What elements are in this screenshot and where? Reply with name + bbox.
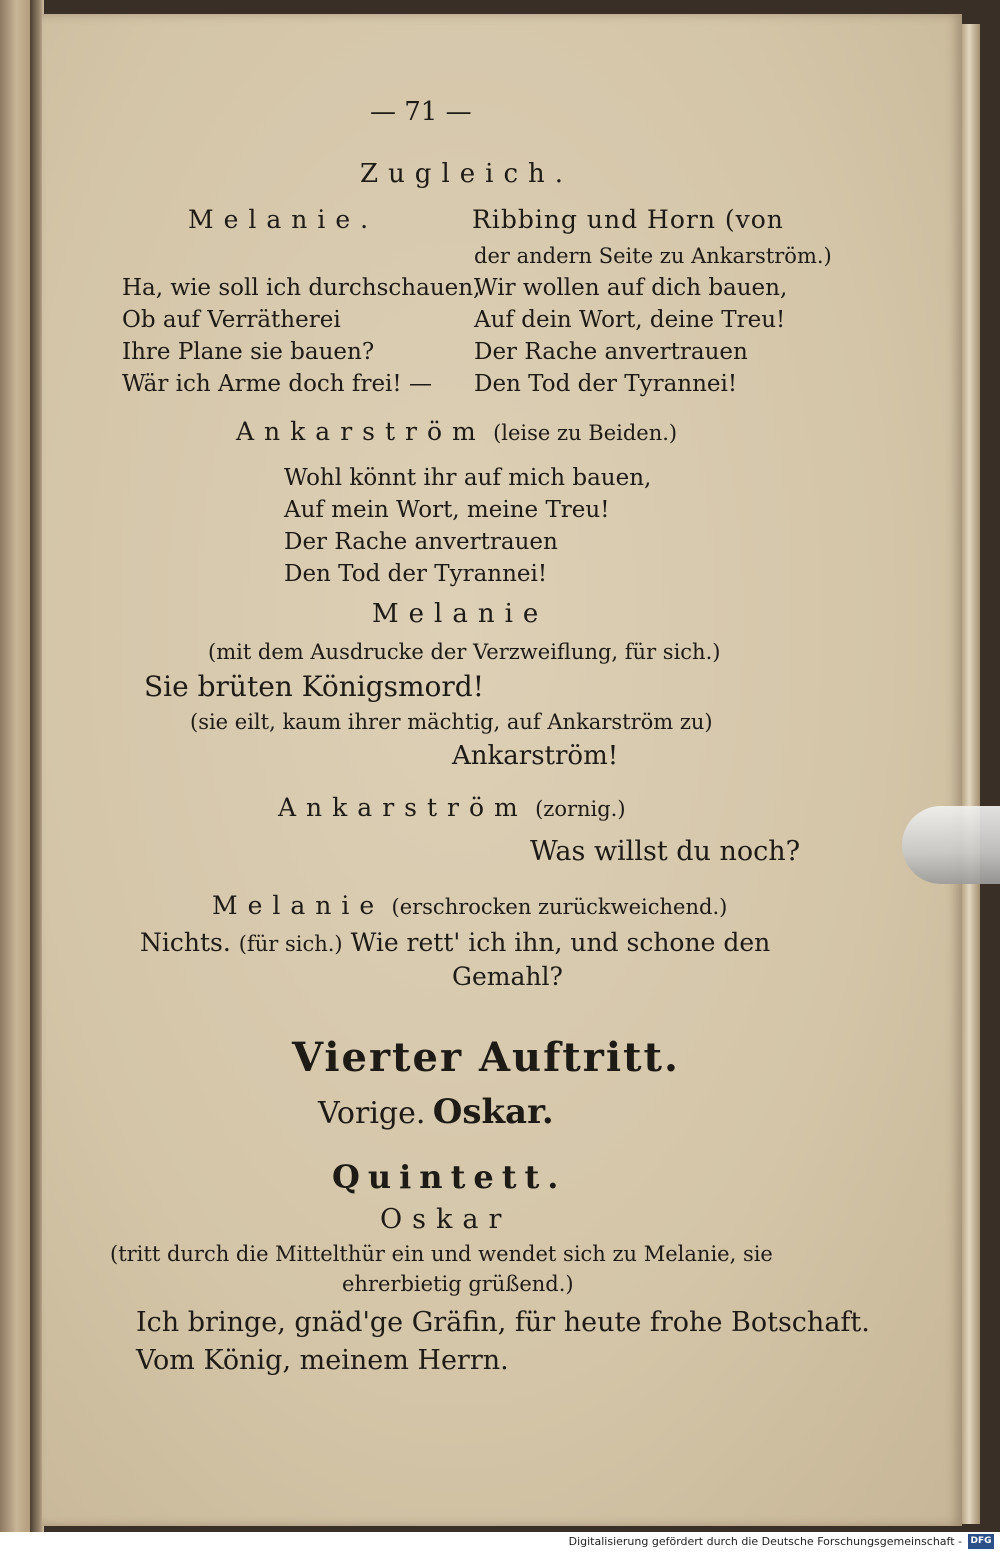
speaker-melanie-3: Melanie	[212, 891, 385, 920]
speaker-melanie-left: Melanie.	[188, 205, 379, 234]
speaker-melanie-2: Melanie	[372, 599, 549, 629]
scene-title: Vierter Auftritt.	[292, 1034, 680, 1081]
melanie-line-koenigsmord: Sie brüten Königsmord!	[144, 670, 484, 703]
left-page-edge	[0, 0, 30, 1532]
melanie-nichts: Nichts.	[140, 928, 231, 957]
right-page-edge	[962, 24, 980, 1524]
speaker-ribbing-horn: Ribbing und Horn (von	[472, 205, 784, 234]
direction-oskar-2: ehrerbietig grüßend.)	[342, 1272, 574, 1296]
melanie-heading-3	[212, 892, 727, 921]
speaker-ankarstrom-2: Ankarström	[278, 793, 528, 822]
page-number: — 71 —	[370, 97, 472, 127]
scene-persons	[318, 1094, 554, 1132]
speaker-ankarstrom-1: Ankarström	[236, 417, 486, 446]
direction-oskar-1: (tritt durch die Mittelthür ein und wendet sich zu Melanie, sie	[110, 1242, 773, 1266]
persons-vorige: Vorige.	[318, 1096, 426, 1131]
melanie-line-gemahl: Gemahl?	[452, 962, 563, 991]
left-line-2: Ob auf Verrätherei	[122, 307, 341, 333]
left-line-3: Ihre Plane sie bauen?	[122, 339, 375, 365]
ank1-line-2: Auf mein Wort, meine Treu!	[284, 497, 610, 523]
ank1-line-4: Den Tod der Tyrannei!	[284, 561, 548, 587]
ank1-line-3: Der Rache anvertrauen	[284, 529, 558, 555]
speaker-oskar: Oskar	[380, 1204, 512, 1235]
direction-melanie-2: (mit dem Ausdrucke der Verzweiflung, für sich.)	[208, 640, 721, 664]
direction-ankarstrom-2: (zornig.)	[535, 797, 626, 821]
direction-melanie-2b: (sie eilt, kaum ihrer mächtig, auf Ankarström zu)	[190, 710, 713, 734]
left-line-4: Wär ich Arme doch frei! —	[122, 371, 432, 397]
right-line-2: Auf dein Wort, deine Treu!	[474, 307, 786, 333]
book-page	[42, 14, 962, 1526]
dfg-logo: DFG	[968, 1534, 994, 1549]
ank1-line-1: Wohl könnt ihr auf mich bauen,	[284, 465, 652, 491]
persons-oskar: Oskar.	[432, 1092, 554, 1132]
oskar-line-1: Ich bringe, gnäd'ge Gräfin, für heute frohe Botschaft.	[136, 1307, 870, 1338]
direction-fuer-sich: (für sich.)	[238, 932, 343, 956]
melanie-line-nichts	[140, 928, 770, 959]
footer-bar	[0, 1532, 1000, 1553]
ankarstrom-heading-2	[278, 794, 626, 823]
right-line-4: Den Tod der Tyrannei!	[474, 371, 738, 397]
scene-number-quintett: Quintett.	[332, 1158, 567, 1196]
direction-ankarstrom-1: (leise zu Beiden.)	[493, 421, 678, 445]
melanie-wie-rett: Wie rett' ich ihn, und schone den	[350, 928, 771, 957]
ankarstrom-heading-1	[236, 418, 677, 447]
right-line-3: Der Rache anvertrauen	[474, 339, 748, 365]
footer-credit: Digitalisierung gefördert durch die Deutsche Forschungsgemeinschaft -	[568, 1535, 962, 1548]
heading-zugleich: Zugleich.	[360, 159, 574, 189]
oskar-line-2: Vom König, meinem Herrn.	[136, 1345, 509, 1376]
ankarstrom-line-was-willst: Was willst du noch?	[530, 836, 801, 867]
direction-right: der andern Seite zu Ankarström.)	[474, 244, 832, 268]
right-line-1: Wir wollen auf dich bauen,	[474, 275, 788, 301]
page-tab-marker	[902, 806, 1000, 884]
melanie-line-ankarstrom: Ankarström!	[452, 741, 619, 771]
left-line-1: Ha, wie soll ich durchschauen,	[122, 275, 481, 301]
direction-melanie-3: (erschrocken zurückweichend.)	[391, 895, 728, 919]
